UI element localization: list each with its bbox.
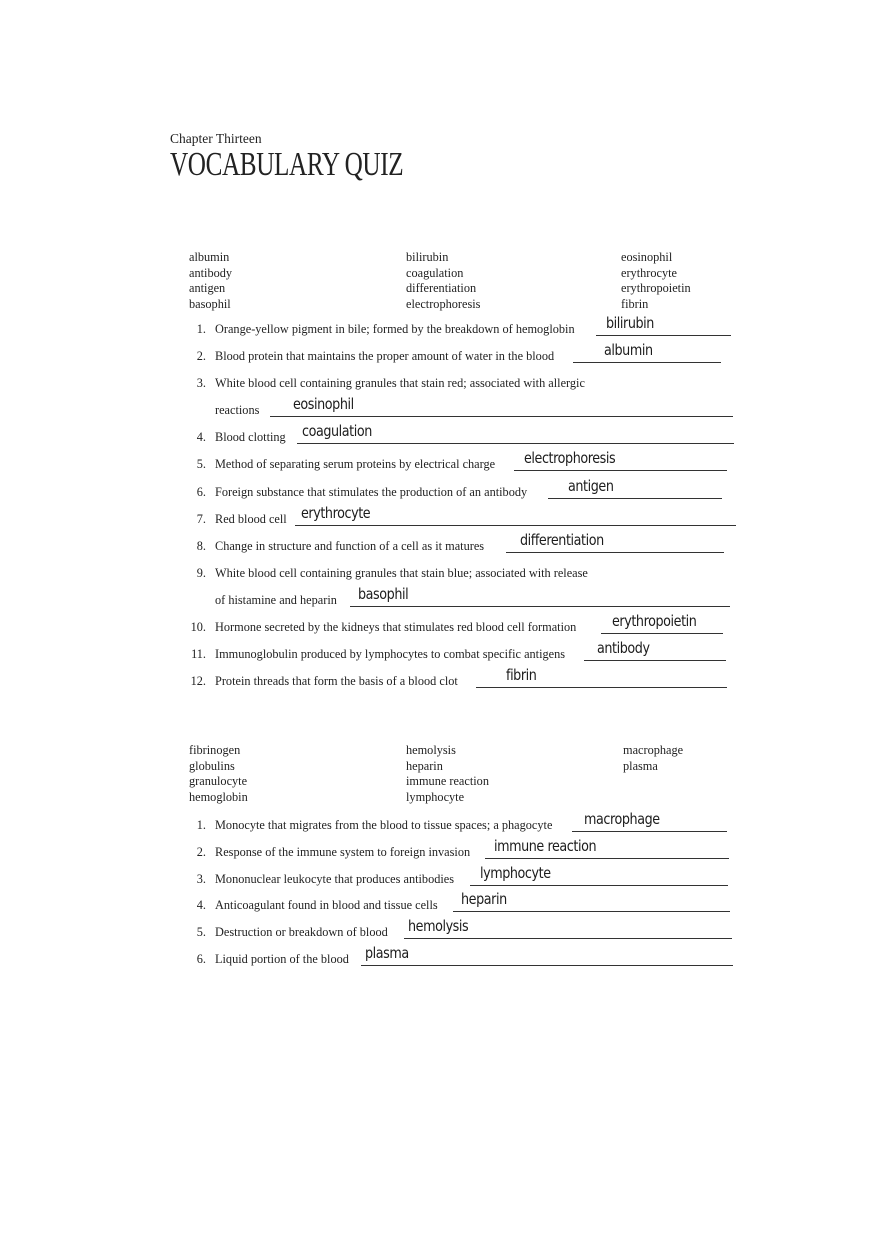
handwritten-answer: antibody bbox=[597, 639, 650, 657]
handwritten-answer: hemolysis bbox=[408, 917, 469, 935]
question-text: Blood clotting bbox=[215, 430, 286, 444]
answer-line[interactable] bbox=[514, 470, 727, 471]
question-number: 5. bbox=[196, 457, 206, 471]
handwritten-answer: lymphocyte bbox=[480, 864, 551, 882]
answer-line[interactable] bbox=[596, 335, 731, 336]
question-number: 3. bbox=[196, 872, 206, 886]
chapter-label: Chapter Thirteen bbox=[170, 131, 262, 146]
word-bank-2-col-1 bbox=[189, 743, 248, 805]
question-text: Hormone secreted by the kidneys that stimulates red blood cell formation bbox=[215, 620, 577, 634]
word-bank-term: albumin bbox=[189, 250, 230, 264]
question-text: Mononuclear leukocyte that produces antibodies bbox=[215, 872, 455, 886]
question-text: Blood protein that maintains the proper amount of water in the blood bbox=[215, 349, 555, 363]
question-number: 6. bbox=[196, 485, 206, 499]
handwritten-answer: plasma bbox=[365, 944, 409, 962]
question-number: 4. bbox=[196, 430, 206, 444]
answer-line[interactable] bbox=[297, 443, 734, 444]
question-text: Immunoglobulin produced by lymphocytes to combat specific antigens bbox=[215, 647, 566, 661]
word-bank-term: differentiation bbox=[406, 281, 477, 295]
question-text: White blood cell containing granules that stain red; associated with allergic bbox=[215, 376, 585, 390]
handwritten-answer: differentiation bbox=[520, 531, 604, 549]
answer-line[interactable] bbox=[573, 362, 721, 363]
answer-line[interactable] bbox=[404, 938, 732, 939]
word-bank-term: globulins bbox=[189, 758, 235, 773]
handwritten-answer: basophil bbox=[358, 585, 409, 603]
question-number: 3. bbox=[196, 376, 206, 390]
word-bank-term: hemolysis bbox=[406, 743, 456, 757]
word-bank-1-col-3 bbox=[621, 250, 691, 312]
question-text: of histamine and heparin bbox=[215, 593, 337, 607]
question-text: Method of separating serum proteins by electrical charge bbox=[215, 457, 496, 471]
handwritten-answer: erythropoietin bbox=[612, 612, 697, 630]
answer-line[interactable] bbox=[601, 633, 723, 634]
answer-line[interactable] bbox=[361, 965, 733, 966]
handwritten-answer: bilirubin bbox=[606, 314, 654, 332]
question-text: reactions bbox=[215, 403, 260, 417]
answer-line[interactable] bbox=[350, 606, 730, 607]
question-text: Change in structure and function of a cell as it matures bbox=[215, 539, 485, 553]
question-number: 9. bbox=[196, 566, 206, 580]
question-number: 2. bbox=[196, 845, 206, 859]
word-bank-term: coagulation bbox=[406, 265, 464, 280]
handwritten-answer: eosinophil bbox=[293, 395, 354, 413]
word-bank-1-col-1 bbox=[189, 250, 232, 312]
question-number: 12. bbox=[190, 674, 206, 688]
question-text: Foreign substance that stimulates the production of an antibody bbox=[215, 485, 528, 499]
word-bank-term: fibrinogen bbox=[189, 743, 241, 757]
word-bank-term: macrophage bbox=[623, 743, 684, 757]
question-number: 11. bbox=[191, 647, 206, 661]
answer-line[interactable] bbox=[453, 911, 730, 912]
word-bank-term: heparin bbox=[406, 758, 443, 773]
word-bank-term: basophil bbox=[189, 296, 231, 311]
word-bank-1-col-2 bbox=[406, 250, 480, 312]
handwritten-answer: coagulation bbox=[302, 422, 372, 440]
handwritten-answer: antigen bbox=[568, 477, 614, 495]
word-bank-term: immune reaction bbox=[406, 774, 489, 788]
answer-line[interactable] bbox=[506, 552, 724, 553]
handwritten-answer: fibrin bbox=[506, 666, 537, 684]
word-bank-term: antibody bbox=[189, 265, 233, 280]
question-text: Liquid portion of the blood bbox=[215, 952, 349, 966]
question-text: Protein threads that form the basis of a blood clot bbox=[215, 674, 458, 688]
question-number: 8. bbox=[196, 539, 206, 553]
word-bank-term: eosinophil bbox=[621, 250, 673, 264]
word-bank-term: electrophoresis bbox=[406, 296, 481, 311]
question-number: 10. bbox=[190, 620, 206, 634]
answer-line[interactable] bbox=[485, 858, 729, 859]
word-bank-term: lymphocyte bbox=[406, 789, 465, 804]
word-bank-term: antigen bbox=[189, 281, 226, 295]
question-number: 2. bbox=[196, 349, 206, 363]
word-bank-term: erythrocyte bbox=[621, 265, 677, 280]
word-bank-term: erythropoietin bbox=[621, 281, 691, 295]
handwritten-answer: heparin bbox=[461, 890, 507, 908]
question-text: Response of the immune system to foreign invasion bbox=[215, 845, 471, 859]
word-bank-2-col-2 bbox=[406, 743, 489, 805]
word-bank-term: fibrin bbox=[621, 296, 649, 311]
answer-line[interactable] bbox=[295, 525, 736, 526]
answer-line[interactable] bbox=[470, 885, 728, 886]
question-text: Anticoagulant found in blood and tissue cells bbox=[215, 898, 438, 912]
question-number: 7. bbox=[196, 512, 206, 526]
word-bank-term: granulocyte bbox=[189, 774, 248, 788]
question-number: 1. bbox=[196, 322, 206, 336]
word-bank-term: plasma bbox=[623, 758, 658, 773]
answer-line[interactable] bbox=[548, 498, 722, 499]
question-number: 4. bbox=[196, 898, 206, 912]
handwritten-answer: immune reaction bbox=[494, 837, 597, 855]
question-text: Destruction or breakdown of blood bbox=[215, 925, 388, 939]
handwritten-answer: macrophage bbox=[584, 810, 660, 828]
handwritten-answer: albumin bbox=[604, 341, 653, 359]
question-number: 1. bbox=[196, 818, 206, 832]
answer-line[interactable] bbox=[476, 687, 727, 688]
question-text: Orange-yellow pigment in bile; formed by the breakdown of hemoglobin bbox=[215, 322, 575, 336]
handwritten-answer: erythrocyte bbox=[301, 504, 371, 522]
word-bank-term: bilirubin bbox=[406, 250, 449, 264]
question-number: 6. bbox=[196, 952, 206, 966]
question-number: 5. bbox=[196, 925, 206, 939]
answer-line[interactable] bbox=[270, 416, 733, 417]
answer-line[interactable] bbox=[584, 660, 726, 661]
word-bank-term: hemoglobin bbox=[189, 789, 248, 804]
question-text: Monocyte that migrates from the blood to tissue spaces; a phagocyte bbox=[215, 818, 553, 832]
question-text: Red blood cell bbox=[215, 512, 287, 526]
word-bank-2-col-3 bbox=[623, 743, 683, 774]
question-text: White blood cell containing granules that stain blue; associated with release bbox=[215, 566, 588, 580]
answer-line[interactable] bbox=[572, 831, 727, 832]
page-title: VOCABULARY QUIZ bbox=[170, 146, 404, 183]
handwritten-answer: electrophoresis bbox=[524, 449, 616, 467]
